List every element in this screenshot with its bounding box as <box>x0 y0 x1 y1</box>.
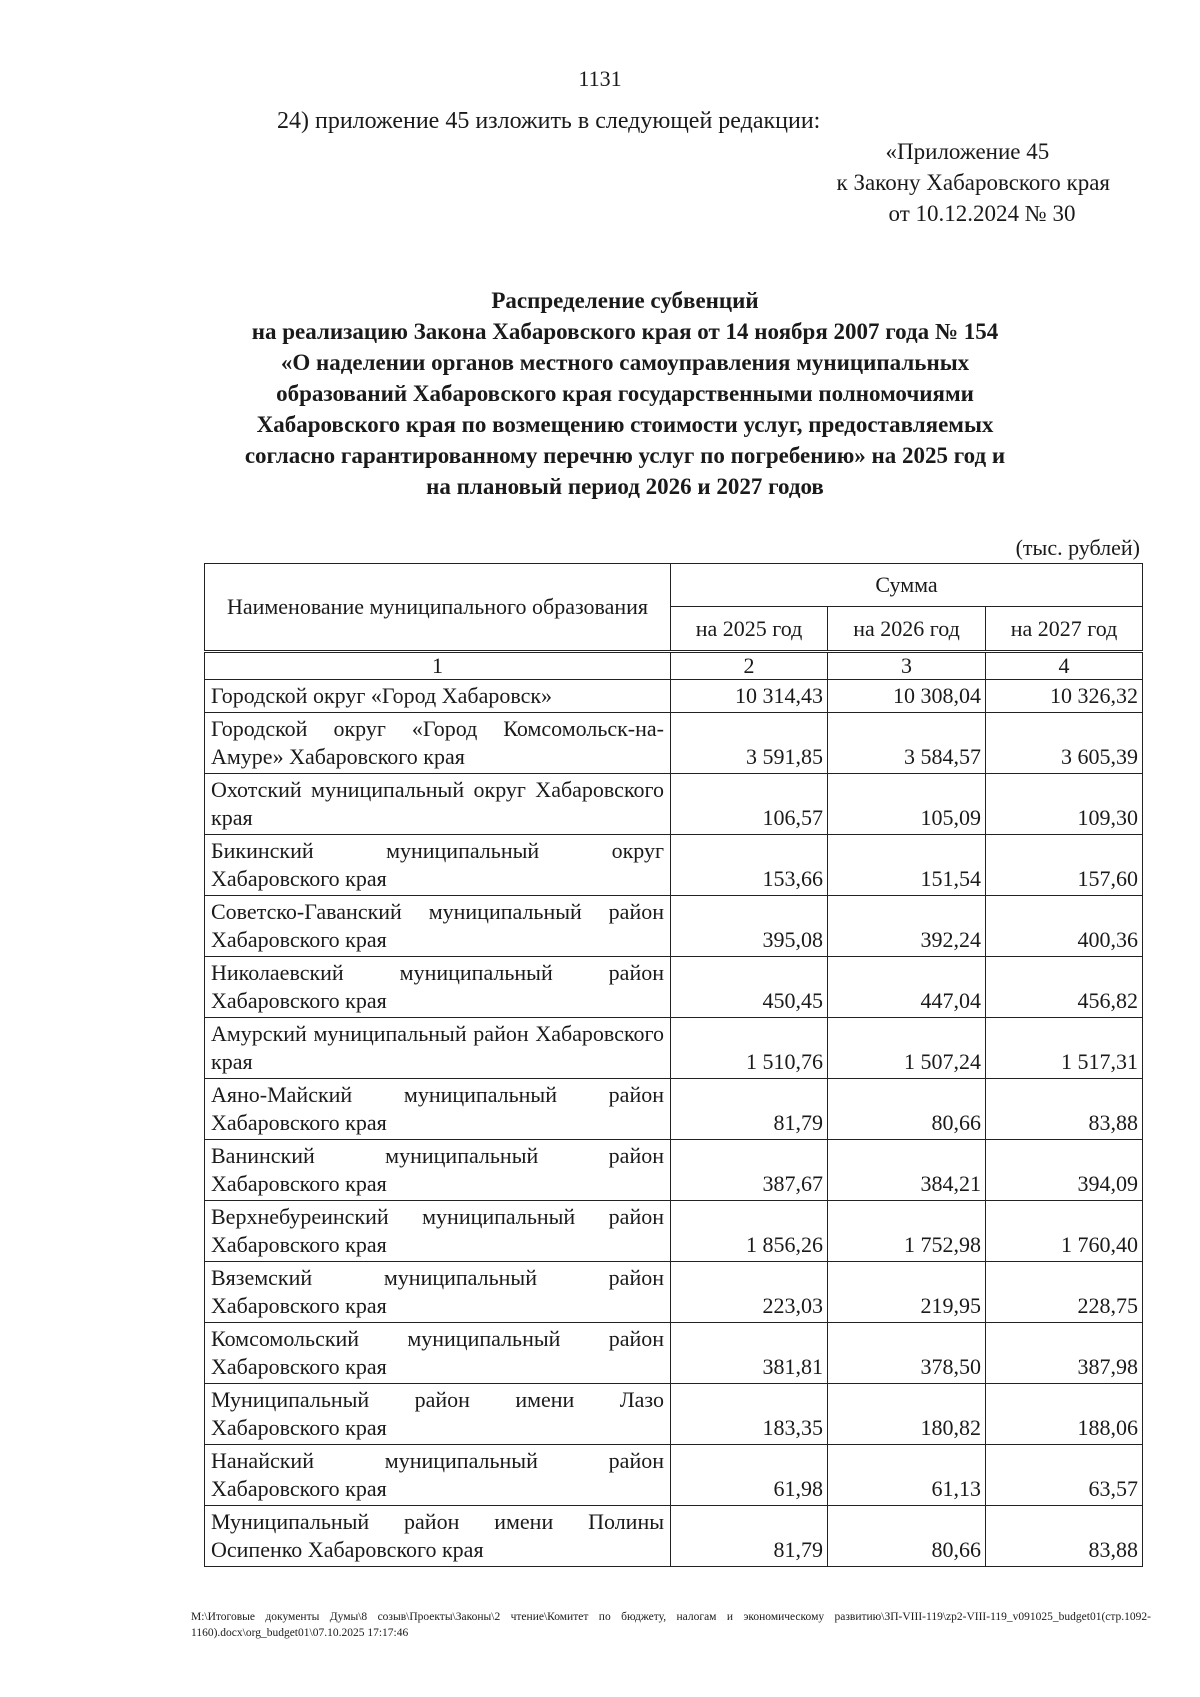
amount-2026-cell: 180,82 <box>828 1384 986 1445</box>
municipality-name-cell: Вяземский муниципальный район Хабаровского края <box>205 1262 671 1323</box>
amount-2026-cell: 384,21 <box>828 1140 986 1201</box>
table-row <box>205 957 1143 1018</box>
appendix-line-1: «Приложение 45 <box>885 139 1050 164</box>
amount-2025-cell: 153,66 <box>671 835 828 896</box>
table-row <box>205 1140 1143 1201</box>
amount-2027-cell: 456,82 <box>986 957 1143 1018</box>
column-number: 3 <box>828 652 986 680</box>
amount-2027-cell: 83,88 <box>986 1506 1143 1567</box>
amount-2027-cell: 109,30 <box>986 774 1143 835</box>
table-row <box>205 1018 1143 1079</box>
column-number: 2 <box>671 652 828 680</box>
title-line: Распределение субвенций <box>491 288 759 313</box>
amount-2025-cell: 106,57 <box>671 774 828 835</box>
municipality-name-cell: Верхнебуреинский муниципальный район Хабаровского края <box>205 1201 671 1262</box>
table-row <box>205 835 1143 896</box>
units-label: (тыс. рублей) <box>1015 535 1140 560</box>
table-row <box>205 1262 1143 1323</box>
amount-2025-cell: 1 856,26 <box>671 1201 828 1262</box>
amount-2026-cell: 219,95 <box>828 1262 986 1323</box>
title-line: на плановый период 2026 и 2027 годов <box>426 474 824 499</box>
table-row <box>205 1079 1143 1140</box>
amount-2026-cell: 10 308,04 <box>828 680 986 713</box>
amount-2025-cell: 395,08 <box>671 896 828 957</box>
amount-2025-cell: 81,79 <box>671 1079 828 1140</box>
municipality-name-cell: Бикинский муниципальный округ Хабаровского края <box>205 835 671 896</box>
amount-2026-cell: 1 752,98 <box>828 1201 986 1262</box>
municipality-name-cell: Городской округ «Город Хабаровск» <box>205 680 671 713</box>
municipality-name-cell: Амурский муниципальный район Хабаровского края <box>205 1018 671 1079</box>
subvention-table <box>204 563 1143 1567</box>
intro-text: 24) приложение 45 изложить в следующей редакции: <box>277 108 821 134</box>
appendix-line-3: от 10.12.2024 № 30 <box>888 201 1076 226</box>
column-number: 4 <box>986 652 1143 680</box>
table-row <box>205 1323 1143 1384</box>
title-line: на реализацию Закона Хабаровского края от 14 ноября 2007 года № 154 <box>251 319 999 344</box>
file-path-footer: М:\Итоговые документы Думы\8 созыв\Проекты\Законы\2 чтение\Комитет по бюджету, налогам и экономическому развитию\ЗП-VIII-119\zp2-VIII-119_v091025_budget01(стр.1092-1160).docx\org_budget01\07.10.2025 17:17:46 <box>191 1611 1151 1639</box>
amount-2027-cell: 400,36 <box>986 896 1143 957</box>
table-row <box>205 1506 1143 1567</box>
amount-2025-cell: 381,81 <box>671 1323 828 1384</box>
municipality-name-cell: Комсомольский муниципальный район Хабаровского края <box>205 1323 671 1384</box>
amount-2025-cell: 81,79 <box>671 1506 828 1567</box>
municipality-name-cell: Нанайский муниципальный район Хабаровского края <box>205 1445 671 1506</box>
amount-2027-cell: 387,98 <box>986 1323 1143 1384</box>
column-header-sum: Сумма <box>671 564 1143 607</box>
amount-2025-cell: 223,03 <box>671 1262 828 1323</box>
amount-2026-cell: 378,50 <box>828 1323 986 1384</box>
appendix-line-2: к Закону Хабаровского края <box>836 170 1110 195</box>
municipality-name-cell: Муниципальный район имени Лазо Хабаровского края <box>205 1384 671 1445</box>
municipality-name-cell: Городской округ «Город Комсомольск-на-Амуре» Хабаровского края <box>205 713 671 774</box>
title-line: образований Хабаровского края государственными полномочиями <box>276 381 974 406</box>
amount-2025-cell: 10 314,43 <box>671 680 828 713</box>
municipality-name-cell: Аяно-Майский муниципальный район Хабаровского края <box>205 1079 671 1140</box>
amount-2026-cell: 447,04 <box>828 957 986 1018</box>
table-row <box>205 1201 1143 1262</box>
appendix-heading <box>837 136 1110 229</box>
municipality-name-cell: Муниципальный район имени Полины Осипенко Хабаровского края <box>205 1506 671 1567</box>
amount-2027-cell: 228,75 <box>986 1262 1143 1323</box>
amount-2025-cell: 387,67 <box>671 1140 828 1201</box>
amount-2026-cell: 105,09 <box>828 774 986 835</box>
amount-2026-cell: 61,13 <box>828 1445 986 1506</box>
amount-2027-cell: 3 605,39 <box>986 713 1143 774</box>
municipality-name-cell: Ванинский муниципальный район Хабаровского края <box>205 1140 671 1201</box>
amount-2025-cell: 1 510,76 <box>671 1018 828 1079</box>
column-header-2027: на 2027 год <box>986 607 1143 652</box>
amount-2027-cell: 1 760,40 <box>986 1201 1143 1262</box>
column-number: 1 <box>205 652 671 680</box>
amount-2025-cell: 61,98 <box>671 1445 828 1506</box>
amount-2026-cell: 392,24 <box>828 896 986 957</box>
title-line: согласно гарантированному перечню услуг по погребению» на 2025 год и <box>244 443 1006 468</box>
amount-2027-cell: 157,60 <box>986 835 1143 896</box>
amount-2025-cell: 183,35 <box>671 1384 828 1445</box>
table-row <box>205 680 1143 713</box>
amount-2027-cell: 188,06 <box>986 1384 1143 1445</box>
amount-2025-cell: 3 591,85 <box>671 713 828 774</box>
column-number-row <box>205 652 1143 680</box>
document-title <box>200 285 1050 502</box>
table-row <box>205 1445 1143 1506</box>
table-row <box>205 713 1143 774</box>
column-header-2026: на 2026 год <box>828 607 986 652</box>
amount-2026-cell: 80,66 <box>828 1506 986 1567</box>
amount-2025-cell: 450,45 <box>671 957 828 1018</box>
column-header-2025: на 2025 год <box>671 607 828 652</box>
table-row <box>205 774 1143 835</box>
amount-2027-cell: 83,88 <box>986 1079 1143 1140</box>
amount-2026-cell: 151,54 <box>828 835 986 896</box>
amount-2027-cell: 1 517,31 <box>986 1018 1143 1079</box>
amount-2026-cell: 3 584,57 <box>828 713 986 774</box>
column-header-name: Наименование муниципального образования <box>205 564 671 652</box>
table-row <box>205 1384 1143 1445</box>
municipality-name-cell: Николаевский муниципальный район Хабаровского края <box>205 957 671 1018</box>
amount-2027-cell: 63,57 <box>986 1445 1143 1506</box>
municipality-name-cell: Охотский муниципальный округ Хабаровского края <box>205 774 671 835</box>
page-number: 1131 <box>578 66 622 91</box>
amount-2027-cell: 10 326,32 <box>986 680 1143 713</box>
table-row <box>205 896 1143 957</box>
title-line: Хабаровского края по возмещению стоимости услуг, предоставляемых <box>256 412 994 437</box>
amount-2027-cell: 394,09 <box>986 1140 1143 1201</box>
municipality-name-cell: Советско-Гаванский муниципальный район Хабаровского края <box>205 896 671 957</box>
amount-2026-cell: 80,66 <box>828 1079 986 1140</box>
amount-2026-cell: 1 507,24 <box>828 1018 986 1079</box>
title-line: «О наделении органов местного самоуправления муниципальных <box>280 350 970 375</box>
